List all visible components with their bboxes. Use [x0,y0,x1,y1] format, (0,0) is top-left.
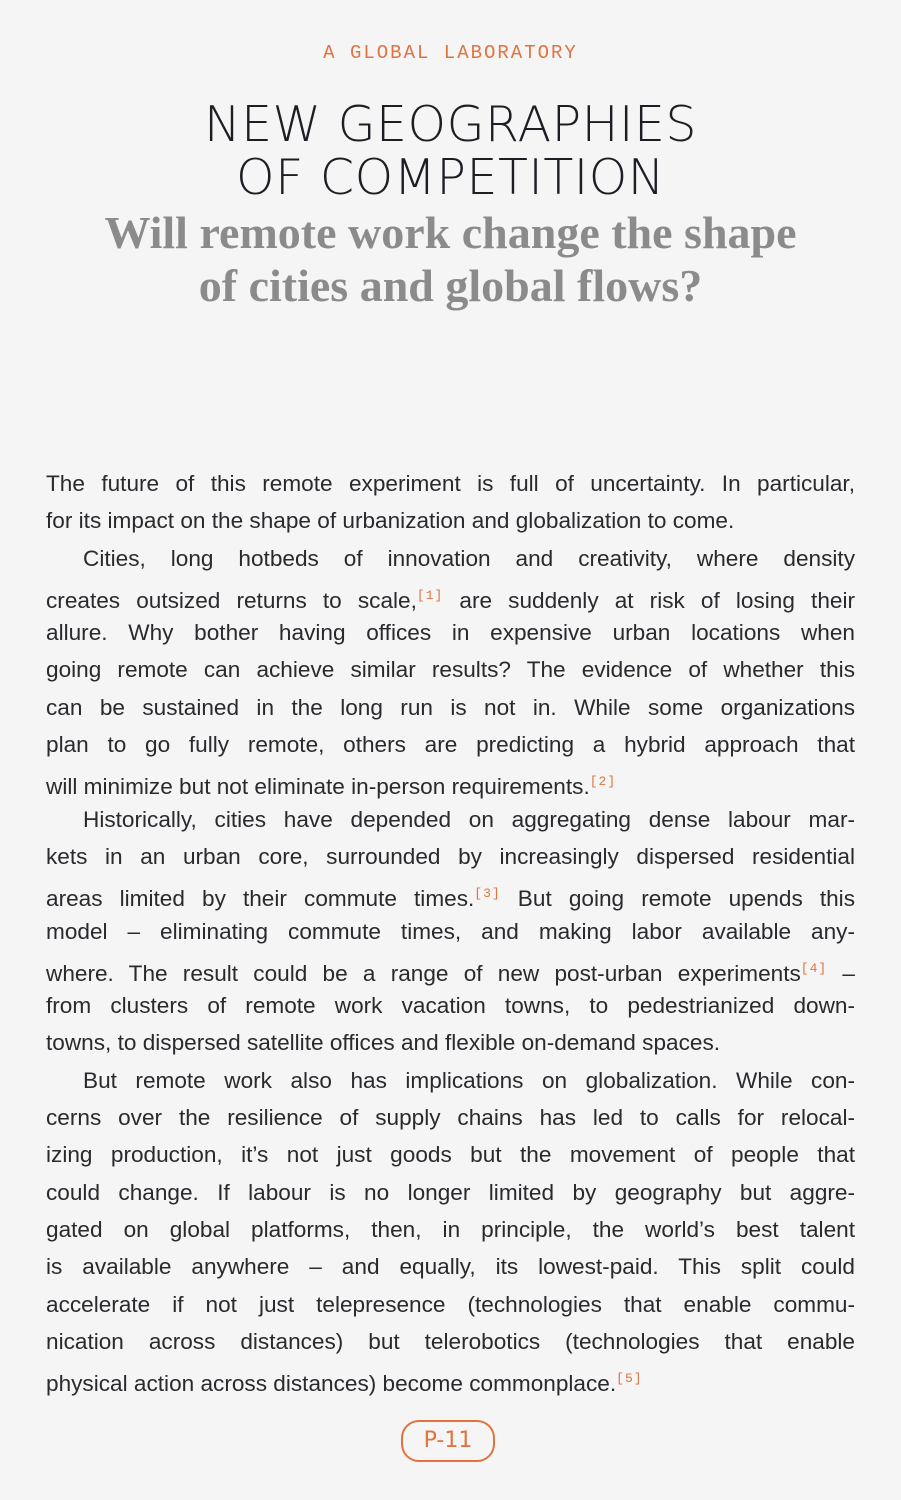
text-line: kets in an urban core, surrounded by increasingly dispersed residential [46,843,855,869]
text-line: allure. Why bother having offices in expensive urban locations when [46,620,855,646]
text-segment: But going remote upends this [500,886,855,912]
text-segment: – [827,960,856,986]
text-line: gated on global platforms, then, in principle, the world’s best talent [46,1216,855,1242]
page-title [0,98,901,204]
text-segment: physical action across distances) become commonplace. [46,1371,617,1397]
text-line: Cities, long hotbeds of innovation and creativity, where density [83,545,855,571]
text-segment: are suddenly at risk of losing their [443,587,855,613]
article-body [46,465,855,1397]
text-line [46,1360,855,1397]
section-kicker: A GLOBAL LABORATORY [323,42,578,64]
text-line: towns, to dispersed satellite offices and flexible on-demand spaces. [46,1030,721,1056]
text-segment: creates outsized returns to scale, [46,587,417,613]
paragraph-4 [46,1062,855,1398]
text-line [46,763,855,800]
text-segment: will minimize but not eliminate in-person requirements. [46,774,590,800]
text-line: can be sustained in the long run is not in. While some organizations [46,694,855,720]
text-line: The future of this remote experiment is full of uncertainty. In particular, [46,471,855,496]
text-segment: areas limited by their commute times. [46,886,475,912]
paragraph-1 [46,465,855,540]
text-line: from clusters of remote work vacation towns, to pedestrianized down- [46,993,855,1019]
footnote-ref-2[interactable]: [2] [589,774,617,790]
page-subtitle [0,206,901,312]
text-line: is available anywhere – and equally, its lowest-paid. This split could [46,1254,855,1280]
title-line: NEW GEOGRAPHIES [203,96,698,153]
text-line [46,950,855,987]
paragraph-3 [46,801,855,1062]
text-line: But remote work also has implications on globalization. While con- [83,1067,855,1093]
paragraph-2 [46,540,855,801]
subtitle-line: Will remote work change the shape [104,207,797,258]
page-number-badge: P-11 [401,1420,495,1462]
text-line: going remote can achieve similar results? The evidence of whether this [46,657,855,683]
text-line: izing production, it’s not just goods but the movement of people that [46,1142,855,1168]
footnote-ref-4[interactable]: [4] [800,960,828,976]
footnote-ref-5[interactable]: [5] [616,1371,643,1387]
text-line: cerns over the resilience of supply chains has led to calls for relocal- [46,1105,855,1131]
text-line [46,875,855,912]
text-segment: where. The result could be a range of new post-urban experiments [46,960,801,986]
footnote-ref-1[interactable]: [1] [416,587,444,603]
footnote-ref-3[interactable]: [3] [474,886,501,902]
text-line: plan to go fully remote, others are predicting a hybrid approach that [46,732,855,758]
text-line: Historically, cities have depended on aggregating dense labour mar- [83,806,855,832]
subtitle-line: of cities and global flows? [198,260,703,311]
text-line: could change. If labour is no longer limited by geography but aggre- [46,1179,855,1205]
text-line: nication across distances) but telerobotics (technologies that enable [46,1328,855,1354]
text-line: model – eliminating commute times, and making labor available any- [46,918,855,944]
text-line: accelerate if not just telepresence (technologies that enable commu- [46,1291,855,1317]
title-line: OF COMPETITION [236,149,665,206]
text-line: for its impact on the shape of urbanization and globalization to come. [46,508,735,534]
text-line [46,577,855,614]
